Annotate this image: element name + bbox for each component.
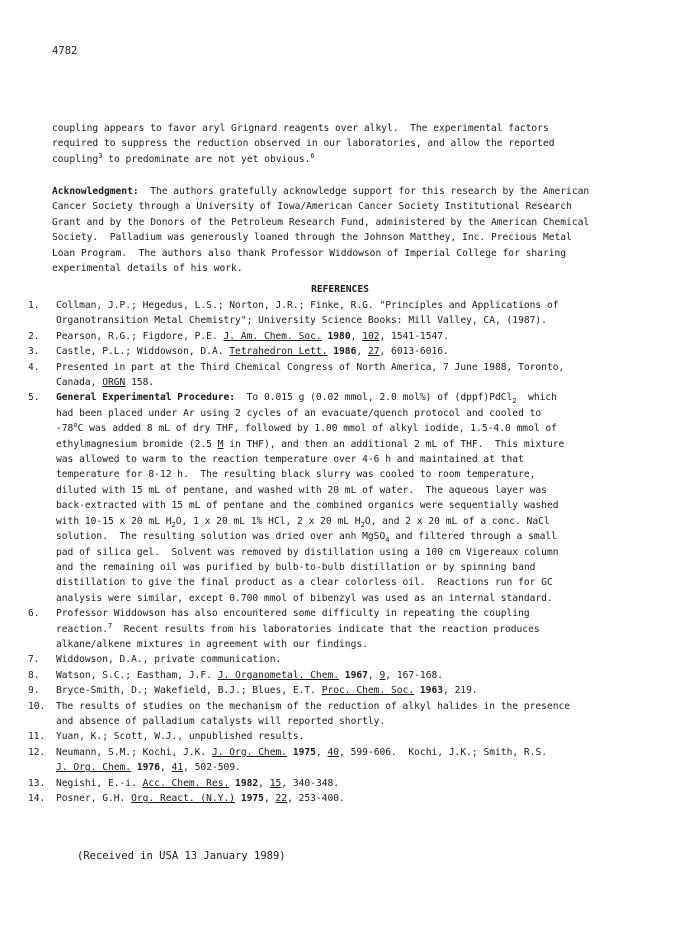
reference-number: 11. — [28, 731, 46, 743]
volume: 22 — [275, 793, 288, 804]
text-line: Professor Widdowson has also encountered some difficulty in repeating the coupling — [56, 608, 530, 620]
citation-sup: 3 — [98, 151, 103, 160]
journal-title: J. Organometal. Chem. — [217, 669, 340, 681]
text-line: Collman, J.P.; Hegedus, L.S.; Norton, J.R.; Finke, R.G. "Principles and Applications of — [56, 300, 559, 311]
text-line: Grant and by the Donors of the Petroleum Research Fund, administered by the American Chemical — [52, 216, 590, 228]
reference-item — [28, 390, 648, 606]
received-date: (Received in USA 13 January 1989) — [77, 850, 286, 862]
text-line: reaction.$^7$ Recent results from his laboratories indicate that the reaction produces — [56, 621, 540, 635]
reference-number: 14. — [28, 793, 46, 804]
text-line: coupling appears to favor aryl Grignard reagents over alkyl. The experimental factors — [52, 123, 549, 134]
volume: 102 — [362, 330, 380, 342]
journal-title: Acc. Chem. Res. — [142, 777, 230, 789]
text-line: temperature for 8-12 h. The resulting black slurry was cooled to room temperature, — [56, 469, 536, 481]
text-line: experimental details of his work. — [52, 263, 243, 275]
page-number: 4782 — [52, 45, 78, 57]
text-line: Posner, G.H. Org. React. (N.Y.) 1975, 22, 253-400. — [56, 793, 345, 804]
reference-item — [28, 699, 648, 730]
text-line: Presented in part at the Third Chemical Congress of North America, 7 June 1988, Toronto, — [56, 361, 565, 373]
text-line: Canada, ORGN 158. — [56, 377, 155, 389]
text-line: was allowed to warm to the reaction temperature over 4-6 h and maintained at that — [56, 454, 524, 466]
acknowledgment-paragraph — [52, 184, 642, 276]
reference-number: 12. — [28, 746, 46, 758]
procedure-label: General Experimental Procedure: — [56, 392, 236, 404]
reference-number: 1. — [28, 300, 40, 311]
references-heading: REFERENCES — [311, 284, 369, 295]
text-line: back-extracted with 15 mL of pentane and the combined organics were sequentially washed — [56, 500, 559, 512]
text-line: had been placed under Ar using 2 cycles of an evacuate/quench protocol and cooled to — [56, 407, 542, 419]
journal-title: Tetrahedron Lett. — [229, 346, 328, 358]
text-line: with 10-15 x 20 mL $H_2O$, 1 x 20 mL 1% HCl, 2 x 20 mL $H_2O$, and 2 x 20 mL of a conc. NaCl — [56, 515, 550, 529]
journal-title: J. Am. Chem. Soc. — [223, 330, 322, 342]
text-line: pad of silica gel. Solvent was removed by distillation using a 100 cm Vigereaux column — [56, 546, 559, 558]
journal-title: J. Org. Chem. — [56, 762, 132, 774]
reference-item — [28, 683, 648, 698]
text-line: Cancer Society through a University of Iowa/American Cancer Society Institutional Research — [52, 201, 572, 213]
text-line: solution. The resulting solution was dried over anh MgSO$_4$ and filtered through a small — [56, 531, 557, 544]
text-line: alkane/alkene mixtures in agreement with our findings. — [56, 638, 368, 650]
reference-item — [28, 329, 648, 344]
reference-item — [28, 791, 648, 806]
text-line: Pearson, R.G.; Figdore, P.E. J. Am. Chem. Soc. 1980, 102, 1541-1547. — [56, 330, 449, 342]
text-line: Bryce-Smith, D.; Wakefield, B.J.; Blues, E.T. Proc. Chem. Soc. 1963, 219. — [56, 685, 478, 697]
text-line: Yuan, K.; Scott, W.J., unpublished results. — [56, 731, 305, 743]
reference-item — [28, 298, 648, 329]
text-line: analysis were similar, except 0.700 mmol of bibenzyl was used as an internal standard. — [56, 592, 553, 604]
reference-number: 10. — [28, 700, 46, 712]
volume: 15 — [269, 777, 282, 789]
reference-item — [28, 668, 648, 683]
text-line: -78$^o$C was added 8 mL of dry THF, followed by 1.00 mmol of alkyl iodide, 1.5-4.0 mmol of — [56, 421, 557, 435]
reference-item — [28, 652, 648, 667]
volume: 27 — [367, 346, 380, 358]
text-line: Neumann, S.M.; Kochi, J.K. J. Org. Chem. 1975, 40, 599-606. Kochi, J.K.; Smith, R.S. — [56, 746, 547, 758]
text-line: ethylmagnesium bromide (2.5 M in THF), and then an additional 2 mL of THF. This mixture — [56, 438, 565, 450]
text-line: required to suppress the reduction observed in our laboratories, and allow the reported — [52, 138, 555, 150]
text-line: and the remaining oil was purified by bulb-to-bulb distillation or by spinning band — [56, 561, 536, 573]
journal-title: Proc. Chem. Soc. — [321, 685, 415, 697]
text-line: Negishi, E.-i. Acc. Chem. Res. 1982, 15, 340-348. — [56, 777, 340, 789]
references-list — [28, 298, 648, 806]
text-line: Acknowledgment: The authors gratefully acknowledge support for this research by the American — [52, 186, 590, 197]
volume: 40 — [327, 746, 340, 758]
reference-item — [28, 745, 648, 776]
text-line: J. Org. Chem. 1976, 41, 502-509. — [56, 762, 241, 774]
volume: 41 — [171, 762, 184, 774]
text-line: distillation to give the final product as a clear colorless oil. Reactions run for GC — [56, 577, 553, 589]
reference-number: 4. — [28, 361, 40, 373]
text-line: Society. Palladium was generously loaned through the Johnson Matthey, Inc. Precious Metal — [52, 232, 572, 244]
text-line: The results of studies on the mechanism of the reduction of alkyl halides in the presence — [56, 700, 571, 712]
reference-number: 13. — [28, 777, 46, 789]
reference-number: 3. — [28, 346, 40, 358]
reference-item — [28, 729, 648, 744]
text-line: coupling$^3$ to predominate are not yet obvious.$^6$ — [52, 151, 315, 165]
volume: 9 — [379, 669, 386, 681]
text-line: Castle, P.L.; Widdowson, D.A. Tetrahedron Lett. 1986, 27, 6013-6016. — [56, 346, 449, 358]
reference-number: 6. — [28, 608, 40, 620]
journal-title: Org. React. (N.Y.) — [131, 793, 236, 804]
reference-item — [28, 776, 648, 791]
text-line: General Experimental Procedure: To 0.015 g (0.02 mmol, 2.0 mol%) of (dppf)PdCl$_2$ which — [56, 392, 557, 406]
text-line: Widdowson, D.A., private communication. — [56, 654, 282, 666]
reference-item — [28, 344, 648, 359]
reference-number: 9. — [28, 685, 40, 697]
reference-number: 7. — [28, 654, 40, 666]
citation-sup: 6 — [310, 151, 315, 160]
reference-number: 5. — [28, 392, 40, 404]
reference-item — [28, 606, 648, 652]
text-line: diluted with 15 mL of pentane, and washed with 20 mL of water. The aqueous layer was — [56, 484, 547, 496]
reference-number: 8. — [28, 669, 40, 681]
text-line: Organotransition Metal Chemistry"; University Science Books: Mill Valley, CA, (1987). — [56, 315, 547, 327]
acknowledgment-label: Acknowledgment: — [52, 186, 139, 197]
journal-title: J. Org. Chem. — [211, 746, 288, 758]
text-line: Loan Program. The authors also thank Professor Widdowson of Imperial College for sharing — [52, 247, 567, 259]
reference-number: 2. — [28, 330, 40, 342]
reference-item — [28, 360, 648, 391]
text-line: Watson, S.C.; Eastham, J.F. J. Organometal. Chem. 1967, 9, 167-168. — [56, 669, 444, 681]
text-line: and absence of palladium catalysts will reported shortly. — [56, 715, 386, 727]
intro-paragraph — [52, 121, 642, 167]
